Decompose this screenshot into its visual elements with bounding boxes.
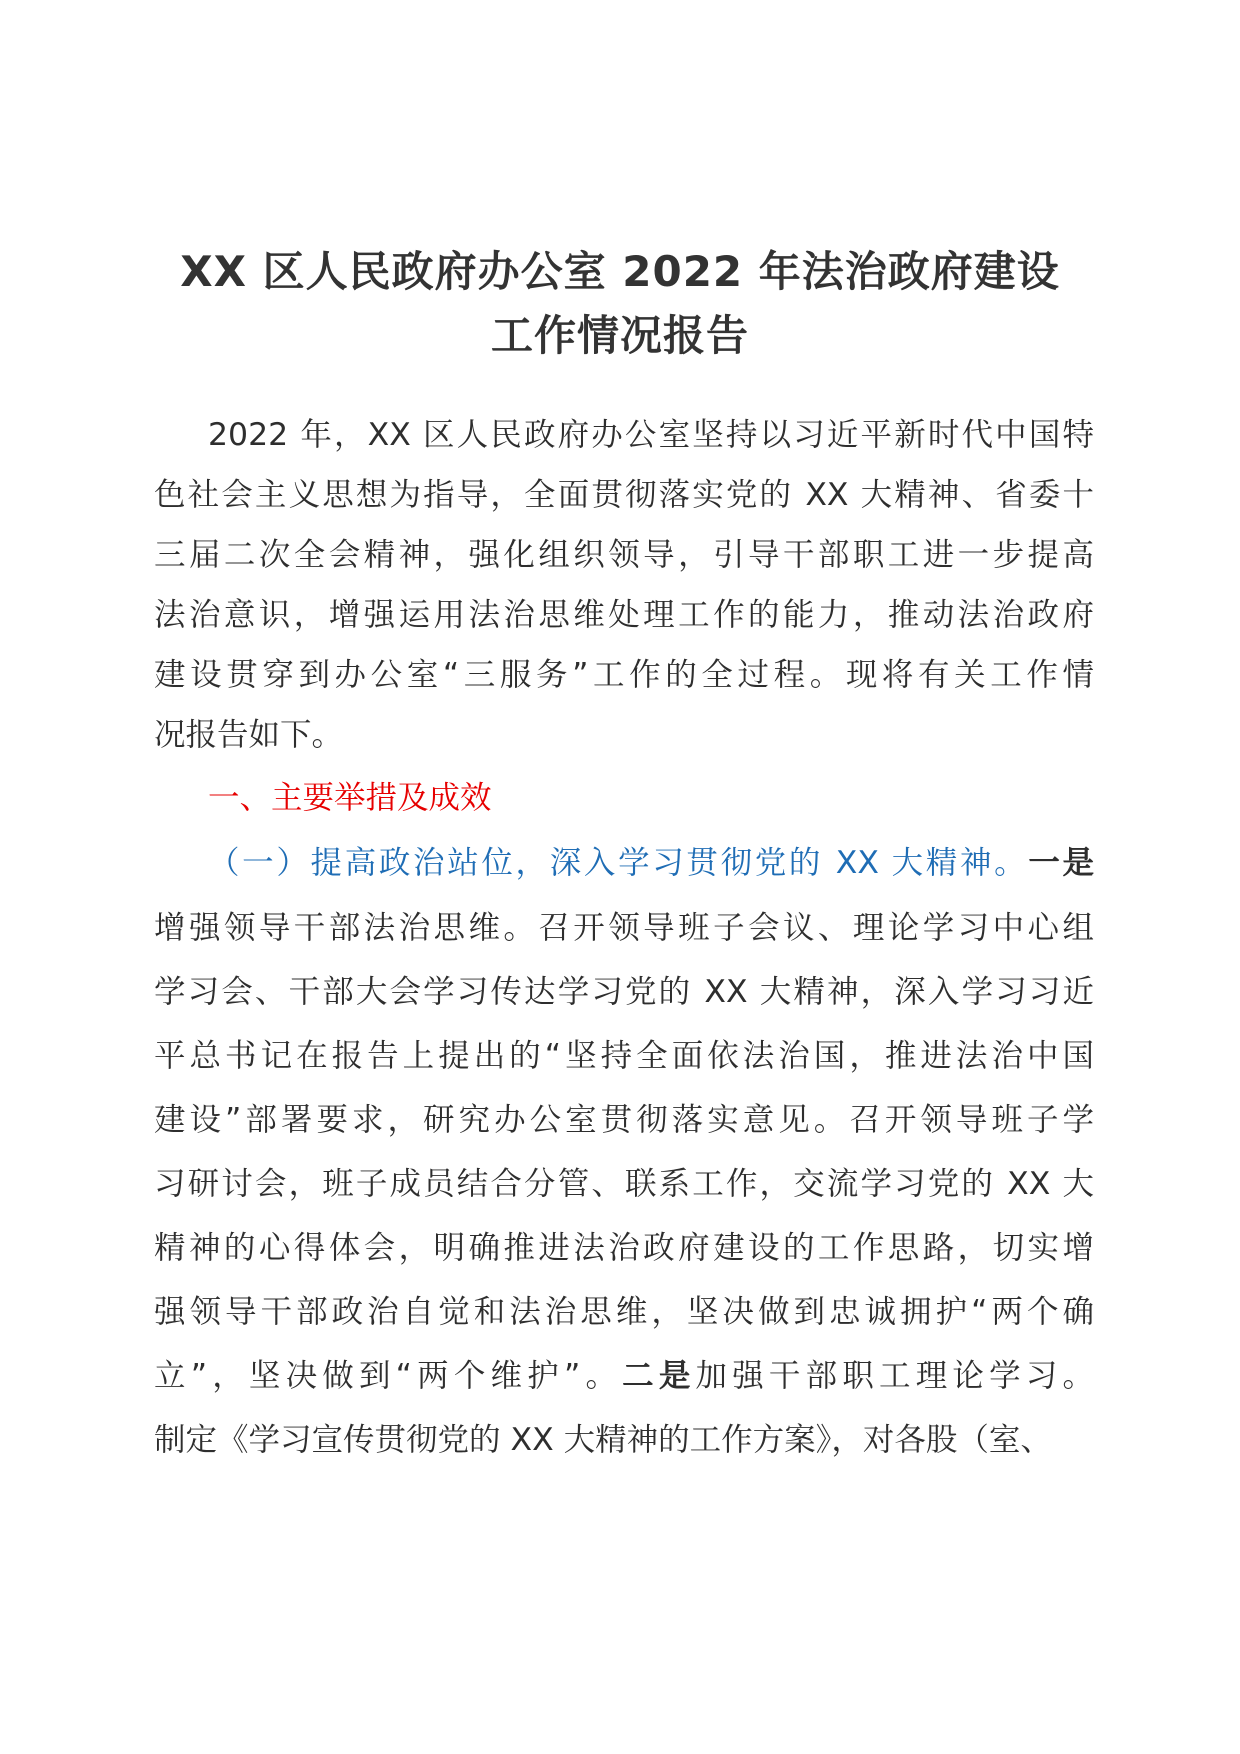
body-line: 平总书记在报告上提出的“坚持全面依法治国，推进法治中国 (154, 1038, 1094, 1074)
intro-line: 三届二次全会精神，强化组织领导，引导干部职工进一步提高 (154, 537, 1094, 573)
body-line: 习研讨会，班子成员结合分管、联系工作，交流学习党的 XX 大 (154, 1166, 1094, 1202)
intro-line: 建设贯穿到办公室“三服务”工作的全过程。现将有关工作情 (154, 657, 1094, 693)
intro-line: 色社会主义思想为指导，全面贯彻落实党的 XX 大精神、省委十 (154, 477, 1094, 513)
body-line: 精神的心得体会，明确推进法治政府建设的工作思路，切实增 (154, 1230, 1094, 1266)
body-line: 学习会、干部大会学习传达学习党的 XX 大精神，深入学习习近 (154, 974, 1094, 1010)
second-point-label: 二是 (622, 1358, 696, 1394)
subsection-heading: （一）提高政治站位，深入学习贯彻党的 XX 大精神。 (208, 845, 1029, 881)
section-heading: 一、主要举措及成效 (208, 780, 492, 816)
document-title-line2: 工作情况报告 (490, 311, 749, 360)
body-text: 立”，坚决做到“两个维护”。 (154, 1358, 623, 1394)
first-point-label: 一是 (1028, 845, 1094, 881)
body-text: 加强干部职工理论学习。 (695, 1358, 1094, 1394)
subsection-heading-line (154, 838, 1094, 888)
document-title-line1: XX 区人民政府办公室 2022 年法治政府建设 (180, 247, 1060, 296)
body-line: 制定《学习宣传贯彻党的 XX 大精神的工作方案》，对各股（室、 (154, 1422, 1052, 1458)
intro-line: 2022 年，XX 区人民政府办公室坚持以习近平新时代中国特 (208, 417, 1094, 453)
body-line-with-second-point (154, 1351, 1094, 1401)
body-line: 强领导干部政治自觉和法治思维，坚决做到忠诚拥护“两个确 (154, 1294, 1094, 1330)
body-line: 建设”部署要求，研究办公室贯彻落实意见。召开领导班子学 (154, 1102, 1094, 1138)
intro-line: 法治意识，增强运用法治思维处理工作的能力，推动法治政府 (154, 597, 1094, 633)
body-line: 增强领导干部法治思维。召开领导班子会议、理论学习中心组 (154, 910, 1094, 946)
intro-line: 况报告如下。 (154, 717, 344, 753)
